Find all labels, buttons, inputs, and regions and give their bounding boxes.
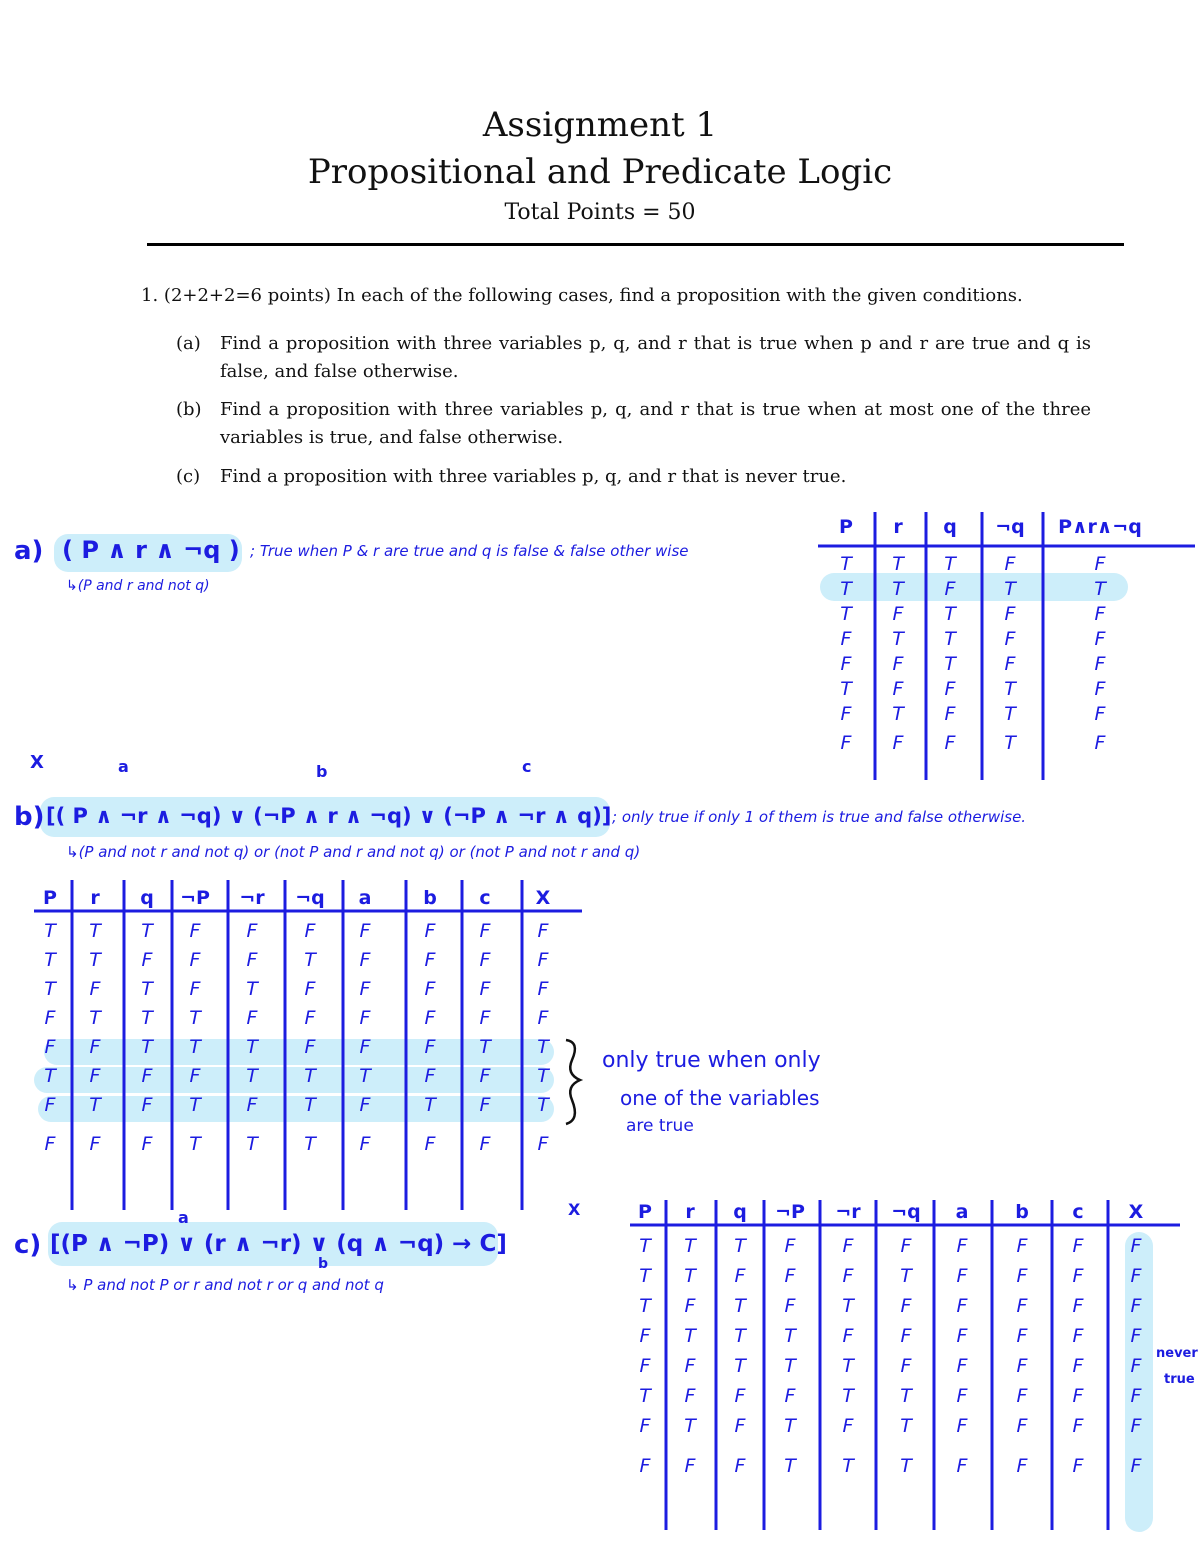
marker-c-x: X: [568, 1200, 581, 1219]
table-cell: F: [900, 1355, 912, 1377]
table-cell: T: [842, 1455, 854, 1477]
table-cell: F: [639, 1355, 651, 1377]
table-cell: T: [44, 1065, 56, 1087]
table-cell: F: [784, 1235, 796, 1257]
table-cell: F: [89, 1036, 101, 1058]
table-cell: F: [1004, 603, 1016, 625]
table-cell: F: [1094, 553, 1106, 575]
table-cell: F: [537, 1133, 549, 1155]
answer-a-note: ; True when P & r are true and q is false & false other wise: [250, 542, 689, 560]
table-cell: T: [189, 1133, 201, 1155]
table-cell: F: [479, 1133, 491, 1155]
table-cell: F: [246, 920, 258, 942]
table-cell: F: [734, 1415, 746, 1437]
table-cell: F: [537, 920, 549, 942]
answer-c-formula: [(P ∧ ¬P) ∨ (r ∧ ¬r) ∨ (q ∧ ¬q) → C]: [50, 1231, 507, 1257]
table-cell: T: [892, 578, 904, 600]
table-cell: F: [189, 978, 201, 1000]
table-cell: T: [479, 1036, 491, 1058]
table-cell: T: [1004, 678, 1016, 700]
table-cell: T: [1004, 703, 1016, 725]
table-cell: F: [359, 1094, 371, 1116]
table-cell: F: [784, 1295, 796, 1317]
table-cell: F: [1130, 1455, 1142, 1477]
table-cell: F: [479, 920, 491, 942]
table-cell: F: [304, 1036, 316, 1058]
table-cell: F: [1130, 1325, 1142, 1347]
table-cell: F: [1072, 1265, 1084, 1287]
table-cell: F: [1016, 1385, 1028, 1407]
table-cell: F: [840, 653, 852, 675]
table-cell: F: [1016, 1295, 1028, 1317]
table-cell: T: [944, 653, 956, 675]
table-cell: F: [537, 978, 549, 1000]
table-cell: F: [1094, 603, 1106, 625]
table-cell: F: [359, 1007, 371, 1029]
table-cell: F: [479, 978, 491, 1000]
table-cell: F: [944, 678, 956, 700]
table-cell: F: [1016, 1325, 1028, 1347]
table-cell: F: [359, 978, 371, 1000]
table-cell: F: [1072, 1325, 1084, 1347]
table-cell: F: [842, 1235, 854, 1257]
table-cell: T: [639, 1235, 651, 1257]
table-cell: T: [189, 1036, 201, 1058]
table-cell: T: [424, 1094, 436, 1116]
table-cell: T: [359, 1065, 371, 1087]
table-cell: T: [141, 920, 153, 942]
table-cell: T: [89, 1007, 101, 1029]
table-cell: F: [1130, 1385, 1142, 1407]
table-cell: T: [89, 1094, 101, 1116]
table-cell: F: [734, 1265, 746, 1287]
table-cell: T: [246, 1036, 258, 1058]
table-cell: F: [1016, 1415, 1028, 1437]
table-cell: T: [842, 1295, 854, 1317]
table-cell: T: [246, 1065, 258, 1087]
answer-b-label: b): [14, 802, 45, 832]
part-text: Find a proposition with three variables p, q, and r that is true when at most one of the three variables is true, and false otherwise.: [220, 399, 1091, 448]
table-cell: F: [1094, 703, 1106, 725]
assignment-subtitle: Propositional and Predicate Logic: [307, 152, 893, 192]
table-cell: F: [141, 949, 153, 971]
table-cell: F: [359, 1133, 371, 1155]
table-cell: T: [639, 1385, 651, 1407]
table-cell: T: [734, 1235, 746, 1257]
table-cell: T: [684, 1235, 696, 1257]
table-cell: F: [1072, 1295, 1084, 1317]
table-cell: T: [784, 1455, 796, 1477]
table-header-cell: q: [733, 1201, 747, 1223]
table-cell: F: [684, 1455, 696, 1477]
table-cell: F: [359, 1036, 371, 1058]
table-cell: T: [842, 1385, 854, 1407]
table-header-cell: ¬q: [891, 1201, 921, 1223]
part-text: Find a proposition with three variables p, q, and r that is true when p and r are true and q is false, and false otherwise.: [220, 333, 1091, 382]
table-cell: F: [44, 1133, 56, 1155]
part-label: (c): [176, 466, 201, 487]
table-cell: F: [1072, 1235, 1084, 1257]
table-cell: F: [424, 920, 436, 942]
table-cell: F: [684, 1385, 696, 1407]
table-cell: T: [1004, 578, 1016, 600]
table-cell: F: [956, 1235, 968, 1257]
table-cell: F: [89, 1133, 101, 1155]
table-cell: F: [840, 703, 852, 725]
table-cell: T: [900, 1415, 912, 1437]
table-cell: F: [944, 703, 956, 725]
table-cell: F: [304, 920, 316, 942]
table-cell: F: [1130, 1355, 1142, 1377]
table-cell: T: [1004, 732, 1016, 754]
table-cell: F: [900, 1295, 912, 1317]
table-cell: F: [89, 1065, 101, 1087]
marker-a: a: [118, 757, 129, 776]
part-label: (b): [176, 399, 202, 420]
table-cell: F: [246, 1007, 258, 1029]
table-cell: T: [141, 1007, 153, 1029]
table-cell: T: [304, 949, 316, 971]
marker-b: b: [316, 762, 328, 781]
marker-x: X: [30, 752, 44, 773]
table-cell: T: [44, 949, 56, 971]
table-cell: F: [842, 1325, 854, 1347]
table-cell: T: [892, 553, 904, 575]
table-cell: F: [1130, 1265, 1142, 1287]
table-cell: F: [89, 978, 101, 1000]
table-cell: F: [956, 1295, 968, 1317]
table-cell: F: [246, 1094, 258, 1116]
table-cell: F: [424, 1065, 436, 1087]
table-cell: F: [639, 1415, 651, 1437]
marker-c: c: [522, 757, 532, 776]
table-cell: F: [639, 1455, 651, 1477]
table-cell: F: [784, 1265, 796, 1287]
table-cell: F: [141, 1065, 153, 1087]
table-cell: F: [246, 949, 258, 971]
table-cell: T: [639, 1295, 651, 1317]
table-header-cell: P∧r∧¬q: [1058, 516, 1142, 538]
table-cell: T: [840, 553, 852, 575]
table-cell: T: [141, 978, 153, 1000]
table-cell: F: [359, 920, 371, 942]
table-cell: T: [900, 1265, 912, 1287]
table-cell: F: [1094, 732, 1106, 754]
table-cell: F: [1016, 1265, 1028, 1287]
table-cell: T: [784, 1355, 796, 1377]
table-cell: F: [479, 949, 491, 971]
table-cell: F: [842, 1265, 854, 1287]
table-cell: F: [479, 1094, 491, 1116]
answer-c-label: c): [14, 1230, 42, 1260]
marker-c-a: a: [178, 1208, 189, 1227]
side-note-b-3: are true: [626, 1116, 694, 1136]
table-cell: F: [840, 732, 852, 754]
table-header-cell: ¬q: [995, 516, 1025, 538]
table-cell: F: [1004, 553, 1016, 575]
table-cell: F: [424, 1036, 436, 1058]
table-cell: T: [944, 628, 956, 650]
table-cell: T: [684, 1415, 696, 1437]
table-header-cell: r: [685, 1201, 695, 1223]
table-cell: T: [537, 1065, 549, 1087]
table-cell: F: [956, 1265, 968, 1287]
table-cell: T: [784, 1415, 796, 1437]
table-cell: T: [900, 1385, 912, 1407]
table-cell: T: [892, 628, 904, 650]
marker-c-b: b: [318, 1256, 329, 1272]
table-cell: T: [141, 1036, 153, 1058]
question-number: 1.: [141, 285, 159, 306]
table-cell: T: [1094, 578, 1106, 600]
side-note-b-2: one of the variables: [620, 1086, 820, 1110]
table-cell: F: [1094, 628, 1106, 650]
table-cell: F: [900, 1325, 912, 1347]
table-cell: T: [892, 703, 904, 725]
table-cell: F: [956, 1385, 968, 1407]
total-points: Total Points = 50: [504, 200, 696, 225]
table-cell: F: [892, 732, 904, 754]
table-header-cell: r: [90, 887, 100, 909]
table-cell: T: [784, 1325, 796, 1347]
table-cell: F: [639, 1325, 651, 1347]
table-header-cell: P: [839, 516, 853, 538]
table-cell: F: [189, 920, 201, 942]
table-cell: F: [479, 1007, 491, 1029]
table-cell: F: [1004, 653, 1016, 675]
table-header-cell: a: [955, 1201, 969, 1223]
table-cell: F: [956, 1355, 968, 1377]
table-cell: T: [189, 1007, 201, 1029]
table-cell: T: [639, 1265, 651, 1287]
table-cell: F: [424, 978, 436, 1000]
table-cell: F: [1130, 1415, 1142, 1437]
table-cell: F: [944, 578, 956, 600]
table-header-cell: ¬r: [835, 1201, 861, 1223]
table-cell: F: [424, 1007, 436, 1029]
table-cell: F: [1016, 1355, 1028, 1377]
table-cell: F: [189, 949, 201, 971]
table-cell: F: [44, 1036, 56, 1058]
table-cell: F: [892, 678, 904, 700]
table-cell: T: [246, 1133, 258, 1155]
table-cell: F: [892, 653, 904, 675]
table-cell: T: [684, 1325, 696, 1347]
table-header-cell: ¬P: [180, 887, 210, 909]
table-header-cell: X: [535, 887, 551, 909]
table-cell: F: [537, 949, 549, 971]
table-cell: T: [89, 949, 101, 971]
table-cell: F: [734, 1385, 746, 1407]
table-cell: F: [900, 1235, 912, 1257]
table-cell: T: [537, 1094, 549, 1116]
table-cell: T: [734, 1325, 746, 1347]
table-cell: F: [189, 1065, 201, 1087]
answer-a-label: a): [14, 536, 44, 566]
table-cell: T: [840, 603, 852, 625]
table-cell: F: [784, 1385, 796, 1407]
table-cell: F: [1094, 678, 1106, 700]
table-cell: F: [1130, 1235, 1142, 1257]
table-cell: F: [141, 1094, 153, 1116]
part-label: (a): [176, 333, 201, 354]
table-cell: T: [44, 920, 56, 942]
assignment-title: Assignment 1: [482, 105, 718, 145]
side-note-c-1: never: [1156, 1346, 1198, 1361]
question-intro: (2+2+2=6 points) In each of the following cases, find a proposition with the given conditions.: [163, 285, 1023, 306]
truth-table-b: [34, 880, 582, 1210]
table-cell: F: [1094, 653, 1106, 675]
table-cell: T: [537, 1036, 549, 1058]
table-cell: T: [304, 1133, 316, 1155]
table-cell: T: [840, 578, 852, 600]
table-cell: T: [89, 920, 101, 942]
table-cell: F: [1004, 628, 1016, 650]
answer-b-reading: ↳(P and not r and not q) or (not P and r and not q) or (not P and not r and q): [66, 843, 641, 861]
table-cell: T: [944, 603, 956, 625]
table-cell: T: [246, 978, 258, 1000]
table-cell: T: [734, 1295, 746, 1317]
table-cell: T: [840, 678, 852, 700]
table-cell: F: [944, 732, 956, 754]
table-header-cell: ¬r: [239, 887, 265, 909]
table-cell: F: [1072, 1355, 1084, 1377]
table-cell: F: [956, 1415, 968, 1437]
table-cell: F: [304, 978, 316, 1000]
table-cell: F: [424, 1133, 436, 1155]
table-header-cell: c: [479, 887, 491, 909]
table-cell: F: [1016, 1455, 1028, 1477]
table-cell: F: [1130, 1295, 1142, 1317]
side-note-b-1: only true when only: [602, 1048, 821, 1073]
table-cell: T: [944, 553, 956, 575]
table-cell: F: [684, 1355, 696, 1377]
table-header-cell: P: [43, 887, 57, 909]
answer-c-reading: ↳ P and not P or r and not r or q and not q: [66, 1276, 384, 1294]
table-cell: F: [956, 1325, 968, 1347]
answer-b-note: ; only true if only 1 of them is true and false otherwise.: [612, 808, 1027, 826]
table-header-cell: a: [358, 887, 372, 909]
table-header-cell: X: [1128, 1201, 1144, 1223]
table-cell: T: [189, 1094, 201, 1116]
table-cell: F: [1072, 1385, 1084, 1407]
table-header-cell: q: [140, 887, 154, 909]
table-cell: F: [44, 1007, 56, 1029]
table-cell: F: [44, 1094, 56, 1116]
table-cell: F: [479, 1065, 491, 1087]
table-header-cell: b: [423, 887, 437, 909]
table-cell: F: [359, 949, 371, 971]
table-header-cell: c: [1072, 1201, 1084, 1223]
table-header-cell: ¬P: [775, 1201, 805, 1223]
brace-mark: [566, 1040, 580, 1124]
answer-a-formula: ( P ∧ r ∧ ¬q ): [62, 536, 240, 564]
truth-table-a: [818, 512, 1195, 780]
table-cell: F: [304, 1007, 316, 1029]
table-cell: T: [900, 1455, 912, 1477]
table-cell: T: [304, 1065, 316, 1087]
table-header-cell: ¬q: [295, 887, 325, 909]
table-cell: T: [304, 1094, 316, 1116]
table-cell: F: [537, 1007, 549, 1029]
side-note-c-2: true: [1164, 1372, 1195, 1387]
table-cell: F: [424, 949, 436, 971]
table-header-cell: q: [943, 516, 957, 538]
table-cell: T: [734, 1355, 746, 1377]
table-header-cell: P: [638, 1201, 652, 1223]
table-cell: F: [1072, 1415, 1084, 1437]
table-cell: F: [1016, 1235, 1028, 1257]
table-cell: F: [956, 1455, 968, 1477]
table-cell: F: [1072, 1455, 1084, 1477]
table-cell: F: [842, 1415, 854, 1437]
table-cell: T: [44, 978, 56, 1000]
table-cell: T: [842, 1355, 854, 1377]
table-cell: F: [734, 1455, 746, 1477]
answer-b-formula: [( P ∧ ¬r ∧ ¬q) ∨ (¬P ∧ r ∧ ¬q) ∨ (¬P ∧ ¬r ∧ q)]: [46, 804, 612, 828]
table-cell: F: [141, 1133, 153, 1155]
answer-a-reading: ↳(P and r and not q): [66, 578, 210, 594]
table-cell: F: [840, 628, 852, 650]
table-cell: F: [892, 603, 904, 625]
truth-table-c: [630, 1200, 1180, 1530]
table-cell: F: [684, 1295, 696, 1317]
table-header-cell: r: [893, 516, 903, 538]
table-cell: T: [684, 1265, 696, 1287]
part-text: Find a proposition with three variables p, q, and r that is never true.: [220, 466, 847, 487]
table-header-cell: b: [1015, 1201, 1029, 1223]
